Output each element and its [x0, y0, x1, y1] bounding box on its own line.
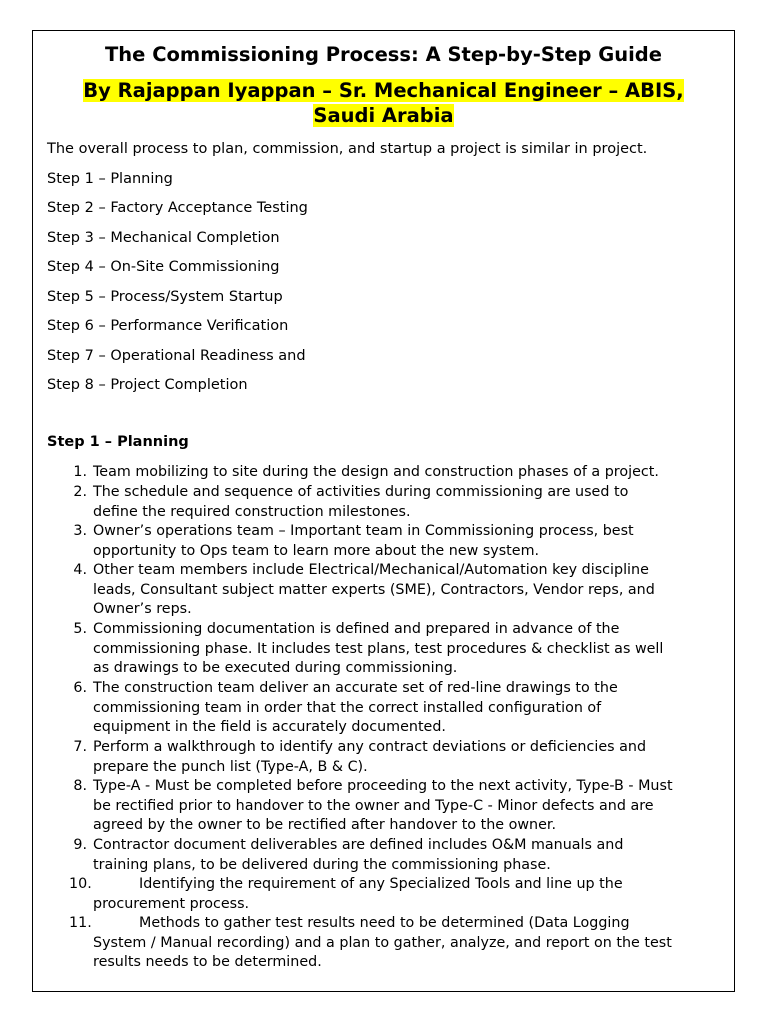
list-item [47, 914, 727, 973]
list-item-number: 4. [73, 562, 87, 578]
list-item-line: Owner’s reps. [93, 601, 192, 618]
list-item [47, 679, 727, 738]
list-item [47, 620, 727, 679]
list-item [47, 777, 727, 836]
list-item-line: define the required construction milestones. [93, 503, 411, 520]
list-item-number: 3. [73, 523, 87, 539]
list-item-text [93, 738, 727, 777]
list-item-number: 7. [73, 739, 87, 755]
list-item-line: Team mobilizing to site during the design and construction phases of a project. [93, 464, 659, 480]
list-item-line: The construction team deliver an accurate set of red-line drawings to the [93, 680, 618, 696]
list-item-line: Contractor document deliverables are defined includes O&M manuals and [93, 837, 624, 853]
list-item [47, 875, 727, 914]
list-item-number: 5. [73, 621, 87, 637]
step-line: Step 1 – Planning [47, 171, 173, 187]
list-item-number: 11. [69, 915, 92, 931]
list-item-line: prepare the punch list (Type-A, B & C). [93, 758, 368, 775]
step-line: Step 5 – Process/System Startup [47, 289, 283, 305]
list-item-number: 10. [69, 876, 92, 892]
list-item-text [93, 777, 727, 836]
list-item-number: 1. [73, 464, 87, 480]
list-item-line: Perform a walkthrough to identify any contract deviations or deficiencies and [93, 739, 647, 755]
step-line: Step 8 – Project Completion [47, 377, 248, 393]
list-item-text [93, 463, 727, 483]
list-item-line: The schedule and sequence of activities during commissioning are used to [93, 484, 629, 500]
list-item-number: 2. [73, 484, 87, 500]
list-item-number: 9. [73, 837, 87, 853]
list-item-line: leads, Consultant subject matter experts (SME), Contractors, Vendor reps, and [93, 581, 655, 598]
list-item-number: 6. [73, 680, 87, 696]
list-item-line: opportunity to Ops team to learn more about the new system. [93, 542, 540, 559]
list-item-line: Other team members include Electrical/Mechanical/Automation key discipline [93, 562, 649, 578]
subtitle-line-1: By Rajappan Iyappan – Sr. Mechanical Engineer – ABIS, [83, 79, 684, 102]
list-item [47, 522, 727, 561]
list-item-text [93, 522, 727, 561]
list-item-text [93, 561, 727, 620]
document-title: The Commissioning Process: A Step-by-Step Guide [105, 43, 662, 66]
intro-paragraph: The overall process to plan, commission, and startup a project is similar in project. [47, 141, 648, 157]
list-item-text [93, 914, 727, 973]
list-item-line: commissioning phase. It includes test plans, test procedures & checklist as well [93, 640, 664, 657]
list-item-text [93, 483, 727, 522]
list-item-line: training plans, to be delivered during the commissioning phase. [93, 856, 551, 873]
document-subtitle [33, 78, 734, 128]
list-item-text [93, 620, 727, 679]
document-page [32, 30, 735, 992]
list-item-line: Methods to gather test results need to be determined (Data Logging [139, 915, 630, 931]
list-item-line: Commissioning documentation is defined and prepared in advance of the [93, 621, 620, 637]
section-heading: Step 1 – Planning [47, 434, 189, 450]
list-item-line: results needs to be determined. [93, 954, 322, 971]
list-item [47, 561, 727, 620]
list-item [47, 738, 727, 777]
subtitle-line-2: Saudi Arabia [313, 104, 454, 127]
list-item [47, 463, 727, 483]
step-line: Step 2 – Factory Acceptance Testing [47, 200, 308, 216]
list-item-line: agreed by the owner to be rectified after handover to the owner. [93, 817, 557, 834]
list-item-number: 8. [73, 778, 87, 794]
list-item-text [93, 875, 727, 914]
step-line: Step 3 – Mechanical Completion [47, 230, 280, 246]
list-item-line: Identifying the requirement of any Specialized Tools and line up the [139, 876, 623, 892]
list-item [47, 483, 727, 522]
list-item-line: be rectified prior to handover to the owner and Type-C - Minor defects and are [93, 797, 654, 814]
list-item-line: Owner’s operations team – Important team in Commissioning process, best [93, 523, 634, 539]
list-item-text [93, 836, 727, 875]
step-line: Step 6 – Performance Verification [47, 318, 289, 334]
step-line: Step 4 – On-Site Commissioning [47, 259, 280, 275]
list-item-line: commissioning team in order that the correct installed configuration of [93, 699, 602, 716]
step-line: Step 7 – Operational Readiness and [47, 348, 306, 364]
list-item-line: System / Manual recording) and a plan to gather, analyze, and report on the test [93, 934, 672, 951]
list-item-line: as drawings to be executed during commissioning. [93, 660, 458, 677]
list-item-line: Type-A - Must be completed before proceeding to the next activity, Type-B - Must [93, 778, 673, 794]
list-item-line: equipment in the field is accurately documented. [93, 719, 446, 736]
list-item-text [93, 679, 727, 738]
list-item [47, 836, 727, 875]
list-item-line: procurement process. [93, 895, 250, 912]
